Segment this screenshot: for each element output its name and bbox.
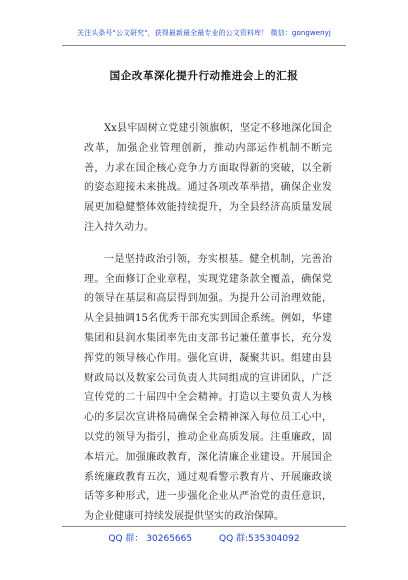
footer-divider [62, 526, 346, 527]
footer-note [0, 531, 408, 544]
paragraph-political-leadership: 一是坚持政治引领，夯实根基。健全机制，完善治理。全面修订企业章程，实现党建条款全覆盖，确保党的领导在基层和高层得到加强。为提升公司治理效能，从全县抽调15名优秀干部充实到国企系统。例如，华建集团和县润水集团率先由支部书记兼任董事长，充分发挥党的领导核心作用。强化宣讲，凝聚共识。组建由县财政局以及数家公司负责人共同组成的宣讲团队，广泛宣传党的二十届四中全会精神。打造以主要负责人为核心的多层次宣讲格局确保全会精神深入每位员工心中，以党的领导为指引，推动企业高质发展。注重廉政，固本培元。加强廉政教育，深化清廉企业建设。开展国企系统廉政教育五次，通过观看警示教育片、开展廉政谈话等多种形式，进一步强化企业从严治党的责任意识，为企业健康可持续发展提供坚实的政治保障。 [84, 253, 332, 523]
footer-qq-group-1: QQ 群： 30265665 [108, 534, 193, 544]
header-note: 关注头条号"公文研究"，获得最新最全最专业的公文资料库！ 微信：gongwenyj [77, 29, 331, 37]
document-title: 国企改革深化提升行动推进会上的汇报 [109, 70, 299, 82]
footer-qq-group-2: QQ 群:535304092 [218, 534, 300, 544]
document-body [84, 119, 332, 527]
paragraph-intro: Xx县牢固树立党建引领旗帜，坚定不移地深化国企改革，加强企业管理创新，推动内部运作机制不断完善，力求在国企核心竞争力方面取得新的突破，以全新的姿态迎接未来挑战。通过各项改革举措，确保企业发展更加稳健整体效能持续提升，为全县经济高质量发展注入持久动力。 [84, 123, 332, 233]
header-divider [62, 45, 346, 46]
